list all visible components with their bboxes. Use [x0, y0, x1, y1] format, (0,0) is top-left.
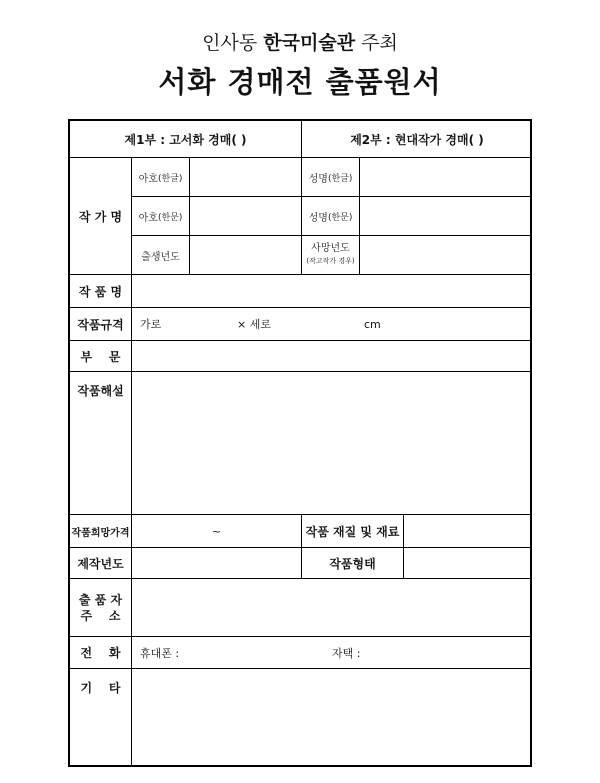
price-label: 작품희망가격: [70, 515, 132, 548]
etc-label: 기 타: [70, 669, 132, 765]
dimensions-field[interactable]: [132, 308, 532, 341]
phone-label: 전 화: [70, 637, 132, 669]
production-year-label: 제작년도: [70, 548, 132, 579]
category-label: 부 문: [70, 341, 132, 372]
dim-width-text: 가로: [140, 318, 162, 331]
name-hanja-field[interactable]: [360, 197, 532, 236]
description-label: 작품해설: [70, 372, 132, 515]
price-field[interactable]: [132, 515, 302, 548]
name-hangul-label: 성명 (한글): [302, 158, 360, 197]
artist-name-label: 작 가 명: [70, 158, 132, 275]
work-title-label: 작 품 명: [70, 275, 132, 308]
form-type-label: 작품형태: [302, 548, 404, 579]
part1-auction[interactable]: 제1부 : 고서화 경매( ): [70, 121, 302, 158]
death-year-label: 사망년도 (작고작가 경우): [302, 236, 360, 275]
application-form: [68, 119, 532, 767]
part2-auction[interactable]: 제2부 : 현대작가 경매( ): [302, 121, 532, 158]
organizer-subtitle: 인사동 한국미술관 주최: [202, 32, 398, 54]
pen-name-hangul-label: 아호 (한글): [132, 158, 190, 197]
pen-name-hangul-field[interactable]: [190, 158, 302, 197]
dim-unit-text: cm: [364, 317, 381, 331]
form-type-field[interactable]: [404, 548, 532, 579]
form-title: 서화 경매전 출품원서: [158, 65, 442, 99]
material-label: 작품 재질 및 재료: [302, 515, 404, 548]
price-tilde: ~: [211, 524, 222, 538]
pen-name-hanja-field[interactable]: [190, 197, 302, 236]
dim-height-text: × 세로: [237, 318, 271, 331]
home-phone-label: 자택 :: [332, 646, 361, 660]
birth-year-field[interactable]: [190, 236, 302, 275]
mobile-label: 휴대폰 :: [140, 646, 180, 660]
work-title-field[interactable]: [132, 275, 532, 308]
etc-field[interactable]: [132, 669, 532, 765]
consignor-address-label: 출 품 자 주 소: [70, 579, 132, 637]
birth-year-label: 출생년도: [132, 236, 190, 275]
name-hangul-field[interactable]: [360, 158, 532, 197]
consignor-address-field[interactable]: [132, 579, 532, 637]
production-year-field[interactable]: [132, 548, 302, 579]
dimensions-label: 작품규격: [70, 308, 132, 341]
description-field[interactable]: [132, 372, 532, 515]
name-hanja-label: 성명 (한문): [302, 197, 360, 236]
death-year-field[interactable]: [360, 236, 532, 275]
pen-name-hanja-label: 아호 (한문): [132, 197, 190, 236]
category-field[interactable]: [132, 341, 532, 372]
phone-field[interactable]: [132, 637, 532, 669]
material-field[interactable]: [404, 515, 532, 548]
